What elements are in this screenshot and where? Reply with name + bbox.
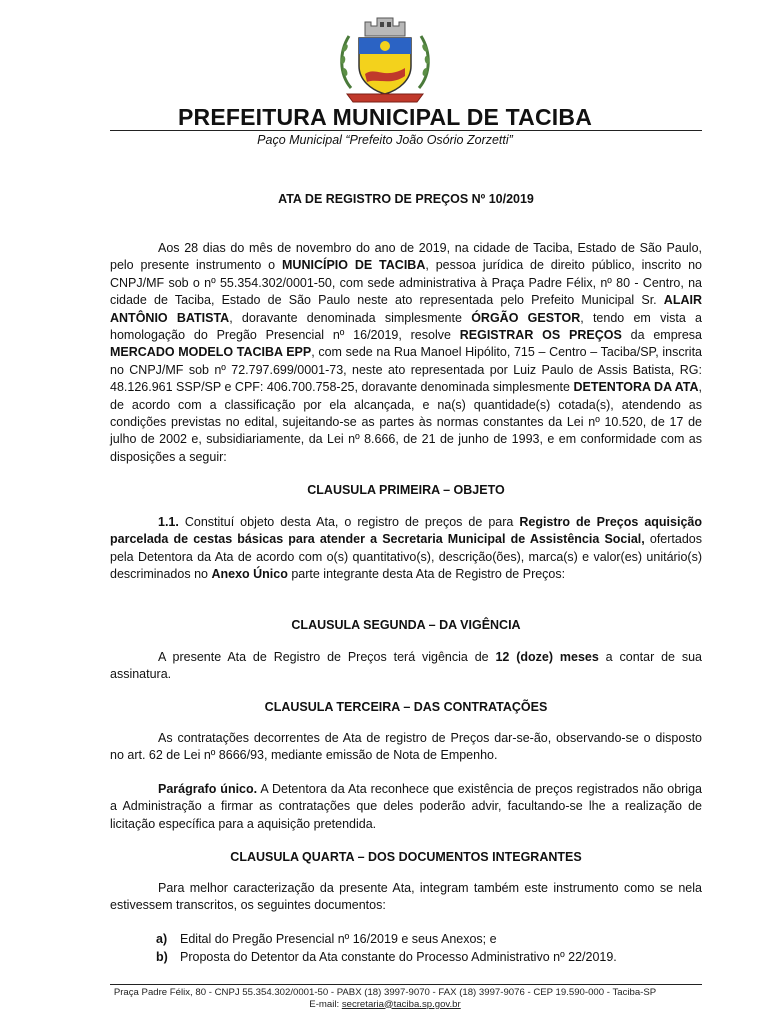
footer-address: Praça Padre Félix, 80 - CNPJ 55.354.302/0001-50 - PABX (18) 3997-9070 - FAX (18) 3997-9076 - CEP 19.590-000 - Taciba-SP	[113, 987, 657, 998]
clause-2-heading: CLAUSULA SEGUNDA – DA VIGÊNCIA	[291, 618, 521, 632]
email-link[interactable]: secretaria@taciba.sp.gov.br	[341, 998, 461, 1010]
clause-2-paragraph: A presente Ata de Registro de Preços terá vigência de 12 (doze) meses a contar de sua assinatura.	[110, 650, 702, 682]
documents-list	[156, 930, 702, 966]
clause-3-heading: CLAUSULA TERCEIRA – DAS CONTRATAÇÕES	[264, 700, 548, 714]
header-divider	[110, 130, 702, 131]
list-item: a) Edital do Pregão Presencial nº 16/2019 e seus Anexos; e	[156, 932, 497, 946]
clause-3-paragraph-1: As contratações decorrentes de Ata de registro de Preços dar-se-ão, observando-se o disposto no art. 62 de Lei nº 8666/93, mediante emissão de Nota de Empenho.	[110, 731, 702, 763]
coat-of-arms-icon	[333, 14, 437, 106]
clause-1-heading: CLAUSULA PRIMEIRA – OBJETO	[307, 483, 505, 497]
intro-paragraph: Aos 28 dias do mês de novembro do ano de 2019, na cidade de Taciba, Estado de São Paulo, pelo presente instrumento o MUNICÍPIO DE TACIBA, pessoa jurídica de direito público, inscrito no CNPJ/MF sob o nº 55.354.302/0001-50, com sede administrativa à Praça Padre Félix, nº 80 - Centro, na cidade de Taciba, Estado de São Paulo neste ato representada pelo Prefeito Municipal Sr. ALAIR ANTÔNIO BATISTA, doravante denominada simplesmente ÓRGÃO GESTOR, tendo em vista a homologação do Pregão Presencial nº 16/2019, resolve REGISTRAR OS PREÇOS da empresa MERCADO MODELO TACIBA EPP, com sede na Rua Manoel Hipólito, 715 – Centro – Taciba/SP, inscrita no CNPJ/MF sob nº 72.797.699/0001-73, neste ato representada por Luiz Paulo de Assis Batista, RG: 48.126.961 SSP/SP e CPF: 406.700.758-25, doravante denominada simplesmente DETENTORA DA ATA, de acordo com a classificação por ela alcançada, e na(s) quantidade(s) cotada(s), atendendo as condições previstas no edital, sujeitando-se as partes às normas constantes da Lei nº 10.520, de 17 de julho de 2002 e, subsidiariamente, da Lei nº 8.666, de 21 de junho de 1993, e em conformidade com as disposições a seguir:	[110, 241, 703, 464]
document-title: ATA DE REGISTRO DE PREÇOS Nº 10/2019	[278, 192, 534, 206]
page-title: PREFEITURA MUNICIPAL DE TACIBA	[177, 104, 593, 130]
clause-4-heading: CLAUSULA QUARTA – DOS DOCUMENTOS INTEGRANTES	[230, 850, 582, 864]
list-item: b) Proposta do Detentor da Ata constante do Processo Administrativo nº 22/2019.	[156, 950, 617, 964]
footer	[0, 987, 770, 1010]
clause-1-paragraph: 1.1. Constituí objeto desta Ata, o registro de preços de para Registro de Preços aquisição parcelada de cestas básicas para atender a Secretaria Municipal de Assistência Social, ofertados pela Detentora da Ata de acordo com o(s) quantitativo(s), descrição(ões), marca(s) e valor(es) unitário(s) descriminados no Anexo Único parte integrante desta Ata de Registro de Preços:	[110, 515, 703, 582]
page-subtitle: Paço Municipal “Prefeito João Osório Zorzetti”	[257, 133, 513, 147]
footer-divider	[110, 984, 702, 985]
footer-email-line: E-mail: secretaria@taciba.sp.gov.br	[309, 998, 461, 1010]
clause-4-paragraph: Para melhor caracterização da presente Ata, integram também este instrumento como se nela estivessem transcritos, os seguintes documentos:	[110, 881, 702, 913]
clause-3-sole-paragraph: Parágrafo único. A Detentora da Ata reconhece que existência de preços registrados não obriga a Administração a firmar as contratações que deles poderão advir, facultando-se lhe a realização de licitação específica para a aquisição pretendida.	[110, 782, 702, 831]
